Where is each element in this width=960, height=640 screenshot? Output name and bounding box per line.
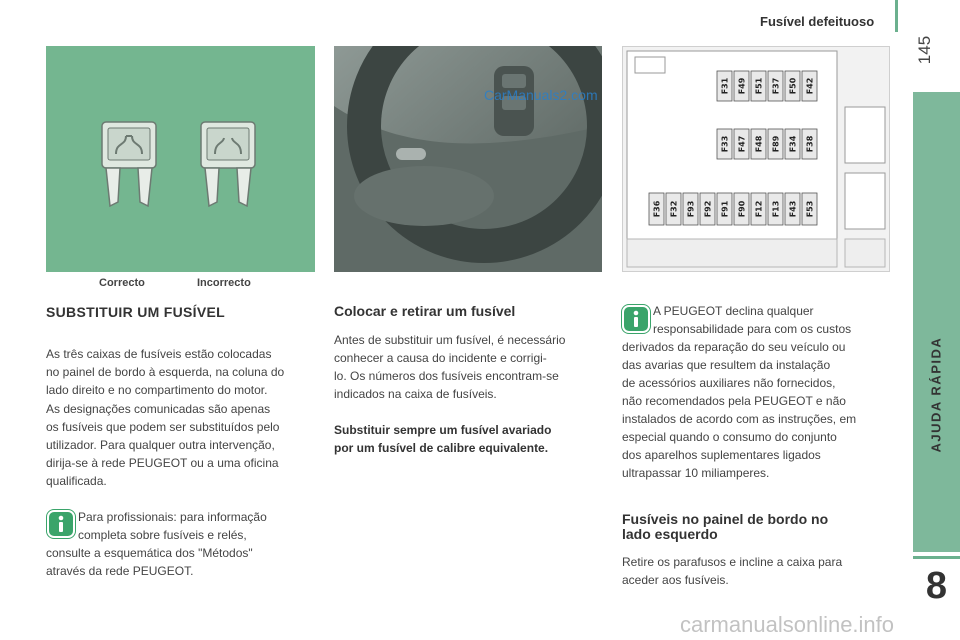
fuse-label: F53 [805, 200, 815, 218]
fuse-label: F49 [737, 77, 747, 95]
fuse-label: F38 [805, 135, 815, 153]
fuse-label: F43 [788, 200, 798, 218]
steering-column-photo [334, 46, 602, 272]
fuse-label: F36 [652, 200, 662, 218]
fuse-label: F31 [720, 77, 730, 95]
fuse-label: F93 [686, 200, 696, 218]
info-note-professionals: Para profissionais: para informação completa sobre fusíveis e relés, consulte a esquemática dos "Métodos" através da rede PEUGEOT. [46, 510, 267, 578]
bold-warning-equivalent-fuse: Substituir sempre um fusível avariado por um fusível de calibre equivalente. [334, 423, 552, 455]
fuse-label: F48 [754, 135, 764, 153]
section-header-title: Fusível defeituoso [760, 14, 875, 29]
fuse-label: F32 [669, 200, 679, 218]
fuse-box-illustration [623, 47, 889, 271]
fuse-label: F42 [805, 77, 815, 95]
caption-incorrect: Incorrecto [197, 277, 251, 289]
section-title-replace-fuse: SUBSTITUIR UM FUSÍVEL [46, 304, 225, 320]
chapter-divider [913, 556, 960, 559]
fuse-comparison-illustration [46, 46, 315, 272]
info-note-peugeot-liability: A PEUGEOT declina qualquer responsabilidade para com os custos derivados da reparação do seu veículo ou das avarias que resultem da instalação de acessórios auxiliares não fornecidos, não recomendados pela PEUGEOT e não instalados de acordo com as instruções, em especial quando o consumo do conjunto dos aparelhos suplementares ligados ultrapassar 10 miliamperes. [622, 304, 857, 480]
fuse-box-diagram [622, 46, 890, 272]
fuse-label: F90 [737, 200, 747, 218]
fuse-label: F47 [737, 135, 747, 153]
fuse-label: F12 [754, 200, 764, 218]
correct-fuse-icon [102, 122, 156, 206]
incorrect-fuse-icon [201, 122, 255, 206]
paragraph-remove-screws: Retire os parafusos e incline a caixa para aceder aos fusíveis. [622, 555, 843, 587]
chapter-side-tab [913, 92, 960, 552]
page-number: 145 [915, 35, 934, 65]
header-accent-bar [895, 0, 898, 32]
fuse-label: F34 [788, 135, 798, 153]
fuse-label: F13 [771, 200, 781, 218]
fuse-label: F91 [720, 200, 730, 218]
watermark-bottom: carmanualsonline.info [680, 612, 895, 637]
fuse-label: F92 [703, 200, 713, 218]
chapter-side-label: AJUDA RÁPIDA [928, 336, 944, 453]
fuse-label: F51 [754, 77, 764, 95]
chapter-number: 8 [925, 565, 948, 607]
paragraph-fuse-cause: Antes de substituir um fusível, é necessário conhecer a causa do incidente e corrigi- lo. Os números dos fusíveis encontram-se indicados na caixa de fusíveis. [334, 333, 566, 401]
steering-wheel-illustration [334, 46, 602, 272]
caption-correct: Correcto [99, 277, 145, 289]
section-title-insert-remove-fuse: Colocar e retirar um fusível [334, 303, 516, 319]
fuse-label: F37 [771, 77, 781, 95]
fuse-comparison-figure [46, 46, 315, 272]
paragraph-fuse-box-locations: As três caixas de fusíveis estão colocadas no painel de bordo à esquerda, na coluna do lado direito e no compartimento do motor. [46, 347, 285, 397]
subtitle-left-dashboard-fuses: Fusíveis no painel de bordo no lado esquerdo [622, 511, 829, 542]
fuse-label: F50 [788, 77, 798, 95]
fuse-label: F89 [771, 135, 781, 153]
watermark-top: CarManuals2.com [484, 87, 598, 103]
paragraph-fuse-designations: As designações comunicadas são apenas os fusíveis que podem ser substituídos pelo utilizador. Para qualquer outra intervenção, dirija-se à rede PEUGEOT ou a uma oficina qualificada. [46, 402, 280, 488]
fuse-label: F33 [720, 135, 730, 153]
